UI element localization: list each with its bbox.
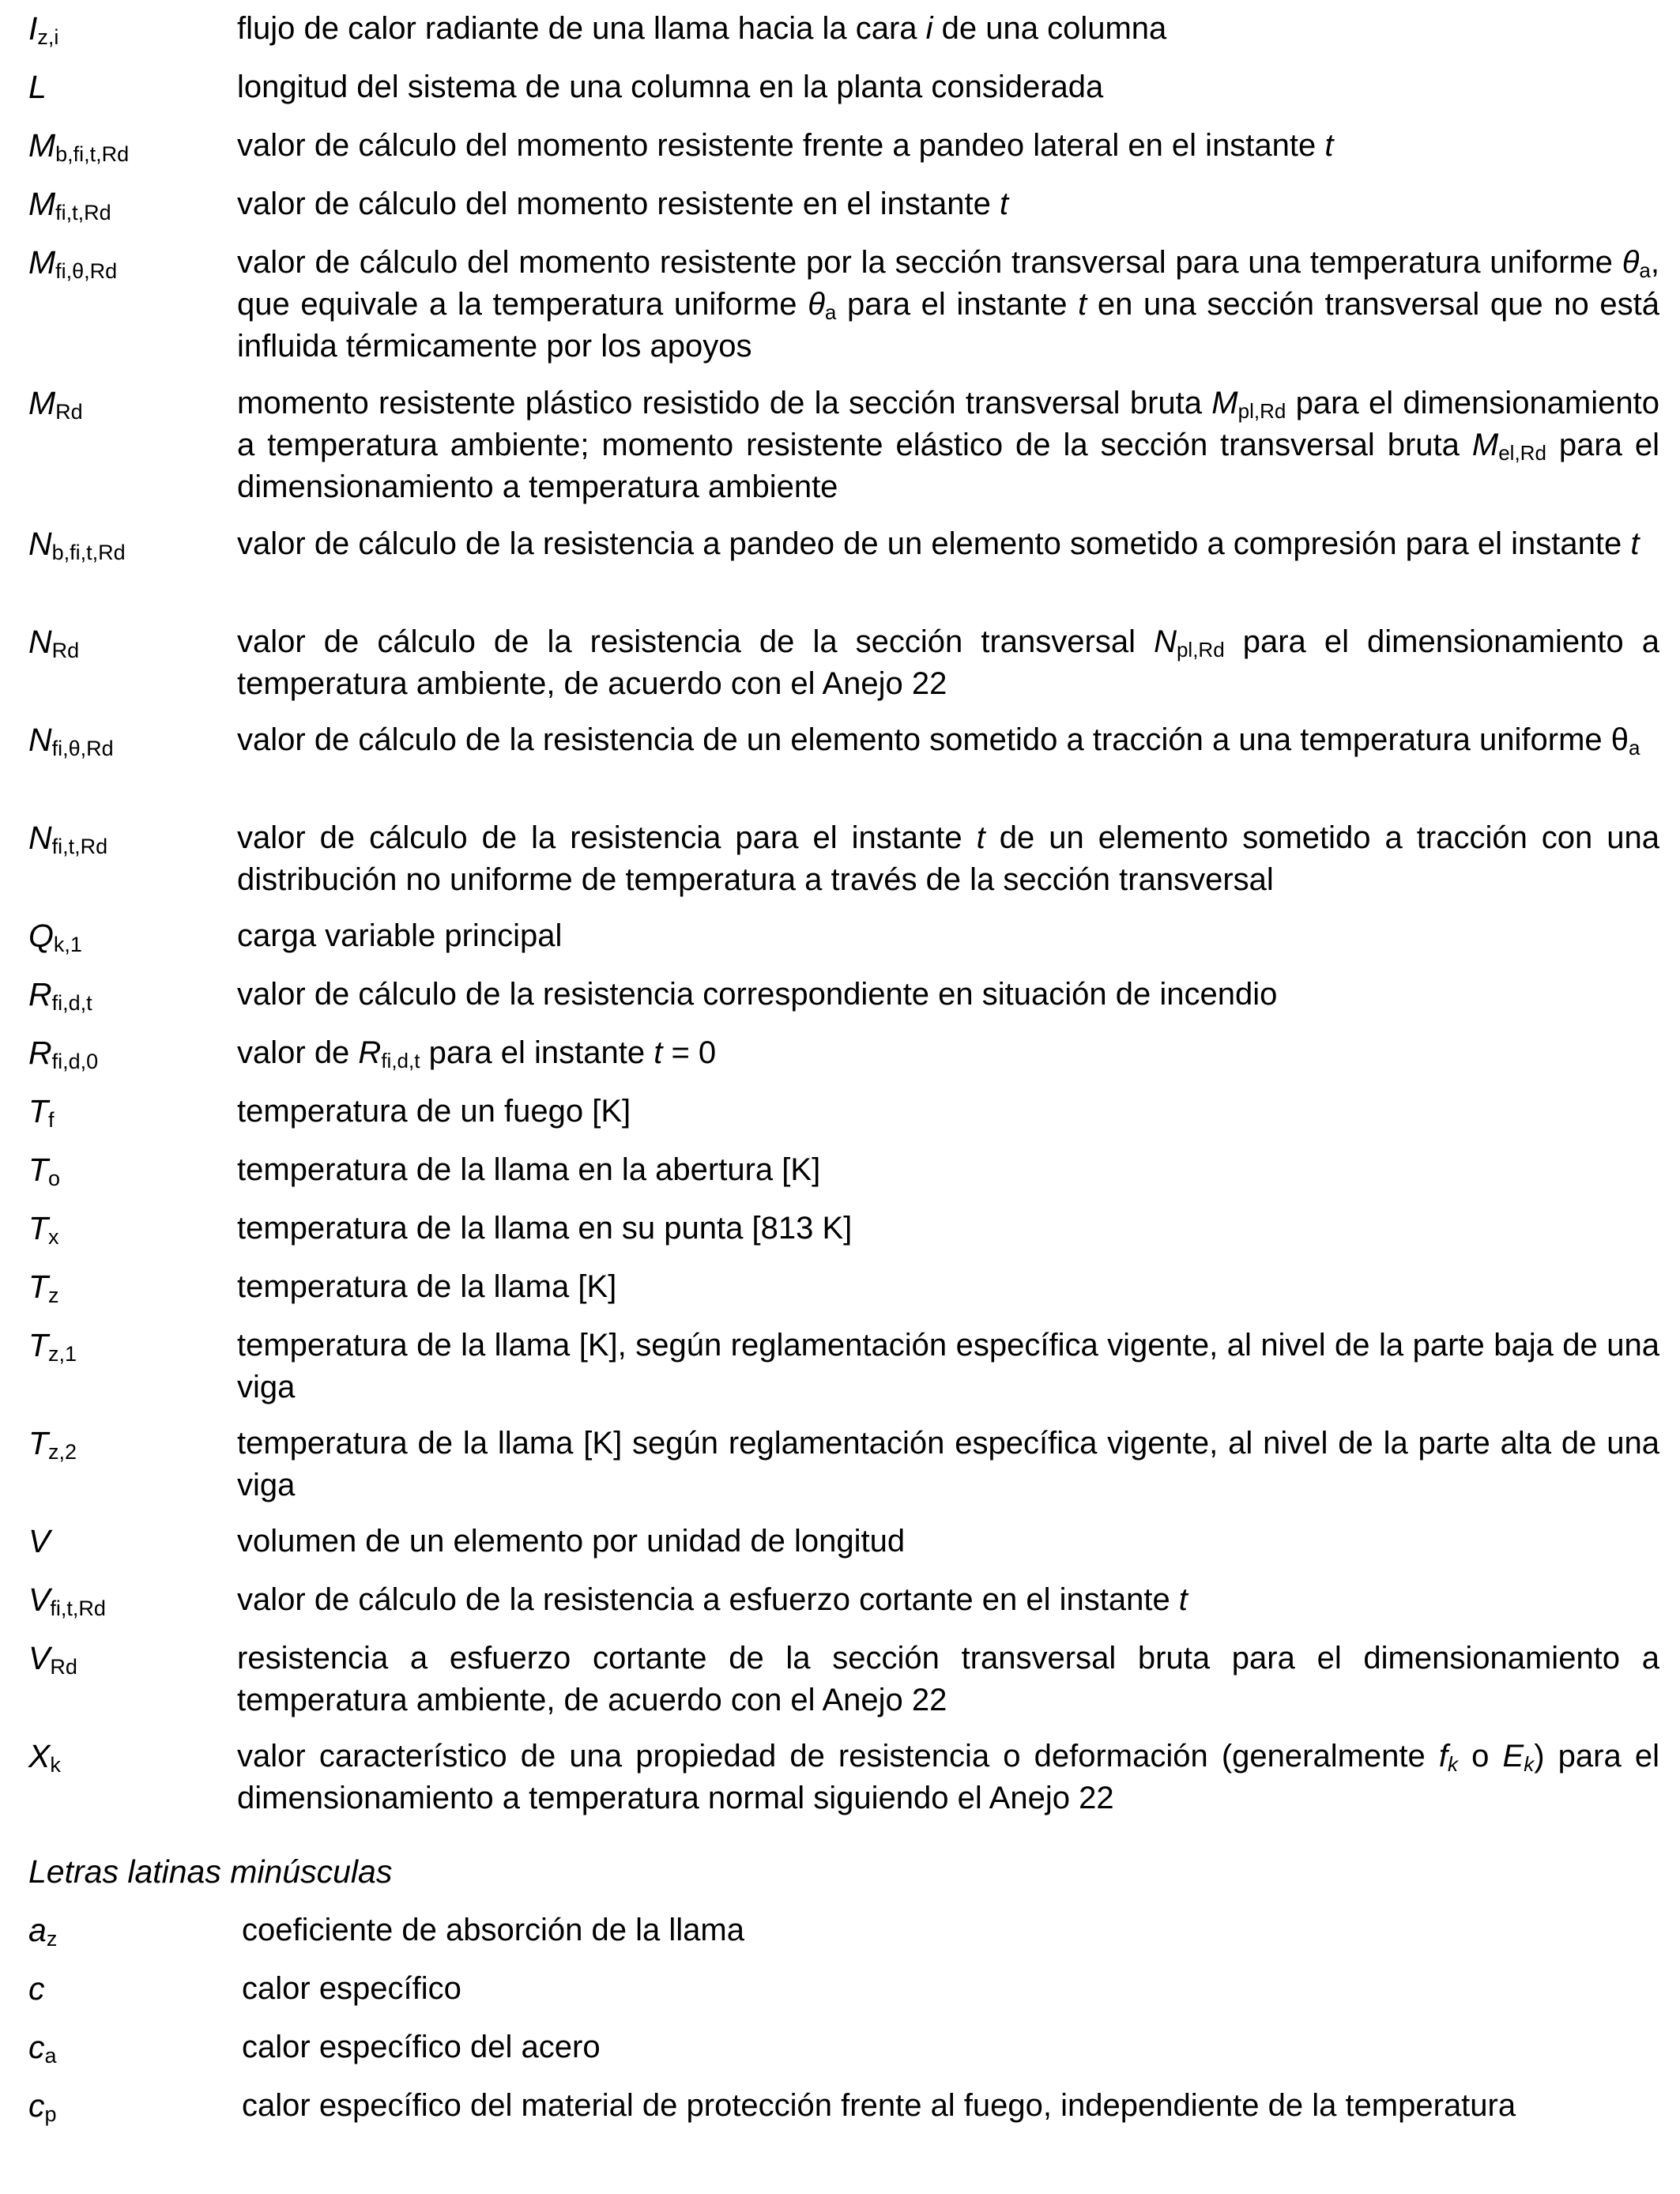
symbol-description: valor característico de una propiedad de resistencia o deformación (generalmente $f_k$ o $E_k$) para el dimensionamiento a temperatura normal siguiendo el Anejo 22 xyxy=(237,1739,1659,1815)
symbol-subscript: Rd xyxy=(51,639,80,662)
symbol-subscript: z,i xyxy=(37,25,59,49)
symbol xyxy=(28,1968,45,2010)
symbol xyxy=(28,621,79,663)
section-heading: Letras latinas minúsculas xyxy=(28,1853,393,1890)
symbol-subscript: Rd xyxy=(50,1655,77,1679)
symbol xyxy=(28,1032,98,1074)
symbol-description: valor de cálculo de la resistencia correspondiente en situación de incendio xyxy=(237,977,1278,1012)
symbol-letter: c xyxy=(28,2087,45,2124)
symbol xyxy=(28,1638,77,1679)
symbol-letter: T xyxy=(28,1210,49,1246)
symbol-letter: M xyxy=(28,127,56,164)
symbol-description: valor de cálculo del momento resistente por la sección transversal para una temperatura uniforme $\theta_a$, que equivale a la temperatura uniforme $\theta_a$ para el instante t en una sección transversal que no está influida térmicamente por los apoyos xyxy=(237,245,1660,364)
inline-symbol: R xyxy=(358,1035,382,1070)
inline-symbol: t xyxy=(654,1035,663,1070)
symbol-letter: M xyxy=(28,186,56,222)
symbol-description: valor de $R_{fi,d,t}$ para el instante t = 0 xyxy=(237,1035,717,1072)
inline-symbol-subscript: k xyxy=(1524,1752,1535,1776)
symbol xyxy=(28,1266,59,1308)
symbol-subscript: a xyxy=(44,2044,57,2068)
symbol-subscript: fi,θ,Rd xyxy=(51,737,114,760)
symbol-subscript: z xyxy=(46,1927,58,1951)
symbol-subscript: z,1 xyxy=(48,1342,77,1366)
inline-symbol-subscript: k xyxy=(1448,1752,1459,1776)
inline-symbol: t xyxy=(999,187,1009,221)
symbol-description: valor de cálculo del momento resistente en el instante t xyxy=(237,187,1009,221)
inline-symbol: θ xyxy=(808,287,825,322)
inline-symbol: t xyxy=(1630,526,1640,561)
symbol-letter: c xyxy=(28,1970,45,2007)
symbol-letter: T xyxy=(28,1327,49,1363)
symbol-subscript: p xyxy=(44,2102,57,2126)
symbol-letter: L xyxy=(28,69,47,105)
inline-symbol-subscript: el,Rd xyxy=(1498,441,1546,465)
inline-symbol-subscript: fi,d,t xyxy=(381,1049,420,1072)
symbol-subscript: fi,θ,Rd xyxy=(55,259,118,283)
symbol-letter: Q xyxy=(28,918,54,954)
symbol-letter: N xyxy=(28,526,52,562)
symbol-letter: T xyxy=(28,1269,49,1305)
symbol xyxy=(28,974,92,1016)
inline-symbol: N xyxy=(1154,624,1177,659)
inline-symbol-subscript: a xyxy=(824,300,837,324)
symbol xyxy=(28,1091,55,1133)
symbol xyxy=(28,125,129,167)
inline-symbol: t xyxy=(976,820,985,855)
symbol-subscript: o xyxy=(48,1167,61,1190)
inline-symbol: M xyxy=(1211,386,1238,420)
inline-symbol-subscript: pl,Rd xyxy=(1237,399,1286,423)
symbol xyxy=(28,1909,57,1951)
symbol xyxy=(28,1579,106,1621)
symbol-letter: N xyxy=(28,624,52,660)
symbol xyxy=(28,1521,50,1563)
symbol-description: valor de cálculo de la resistencia a esfuerzo cortante en el instante t xyxy=(237,1582,1188,1617)
symbol xyxy=(28,1149,60,1191)
symbol-description: calor específico del material de protección frente al fuego, independiente de la temperatura xyxy=(242,2088,1516,2123)
symbol-letter: M xyxy=(28,244,56,281)
symbol-description: temperatura de la llama en su punta [813 K] xyxy=(237,1211,853,1246)
symbol-subscript: b,fi,t,Rd xyxy=(55,142,130,166)
symbol-letter: V xyxy=(28,1581,51,1618)
symbol xyxy=(28,242,117,284)
inline-symbol: θ xyxy=(1622,245,1640,280)
symbol-letter: R xyxy=(28,976,52,1012)
inline-symbol: t xyxy=(1324,128,1334,163)
symbol-description: valor de cálculo de la resistencia de la sección transversal $N_{pl,Rd}$ para el dimensionamiento a temperatura ambiente, de acuerdo con el Anejo 22 xyxy=(237,624,1659,701)
symbol-subscript: x xyxy=(48,1225,59,1249)
symbol-subscript: fi,t,Rd xyxy=(55,201,111,224)
inline-symbol-subscript: a xyxy=(1639,258,1651,282)
symbol-subscript: k,1 xyxy=(53,933,82,956)
symbol-letter: T xyxy=(28,1425,49,1461)
symbol xyxy=(28,2026,57,2068)
inline-symbol: i xyxy=(925,11,933,46)
symbol xyxy=(28,66,47,108)
symbol-description: resistencia a esfuerzo cortante de la sección transversal bruta para el dimensionamiento a temperatura ambiente, de acuerdo con el Anejo 22 xyxy=(237,1641,1659,1717)
symbol-subscript: k xyxy=(50,1753,61,1777)
symbol-letter: T xyxy=(28,1152,49,1188)
symbol-description: coeficiente de absorción de la llama xyxy=(242,1913,744,1947)
symbol xyxy=(28,1736,61,1777)
symbol-subscript: f xyxy=(48,1108,55,1132)
symbol-description: temperatura de un fuego [K] xyxy=(237,1094,631,1129)
symbol-description: carga variable principal xyxy=(237,918,563,953)
symbol-description: flujo de calor radiante de una llama hacia la cara i de una columna xyxy=(237,11,1167,46)
symbol xyxy=(28,2085,57,2127)
symbol-letter: c xyxy=(28,2029,45,2065)
symbol-description: valor de cálculo de la resistencia a pandeo de un elemento sometido a compresión para el instante t xyxy=(237,526,1640,561)
symbol-description: calor específico del acero xyxy=(242,2030,601,2064)
symbol-subscript: fi,d,0 xyxy=(51,1050,99,1073)
symbol-letter: N xyxy=(28,722,52,758)
symbol-subscript: z,2 xyxy=(48,1440,77,1464)
symbol xyxy=(28,183,111,225)
symbol-description: valor de cálculo del momento resistente frente a pandeo lateral en el instante t xyxy=(237,128,1334,163)
symbol xyxy=(28,817,107,859)
symbol-letter: R xyxy=(28,1035,52,1071)
symbol-letter: V xyxy=(28,1640,51,1676)
symbol xyxy=(28,1208,59,1250)
symbol-subscript: Rd xyxy=(55,400,83,424)
symbol-description: volumen de un elemento por unidad de longitud xyxy=(237,1524,906,1559)
symbol-description: temperatura de la llama [K] según reglamentación específica vigente, al nivel de la parte alta de una viga xyxy=(237,1426,1659,1502)
symbol-description: valor de cálculo de la resistencia de un elemento sometido a tracción a una temperatura uniforme $\theta_a$ xyxy=(237,722,1640,760)
inline-symbol-subscript: pl,Rd xyxy=(1176,638,1225,662)
symbol xyxy=(28,1325,77,1367)
symbol-letter: V xyxy=(28,1523,51,1559)
inline-symbol: t xyxy=(1178,1582,1188,1617)
symbol-description: calor específico xyxy=(242,1971,461,2006)
symbol xyxy=(28,1423,77,1465)
symbol xyxy=(28,915,82,957)
symbol-subscript: b,fi,t,Rd xyxy=(51,541,126,564)
inline-symbol: E xyxy=(1502,1739,1524,1774)
symbol-description: longitud del sistema de una columna en la planta considerada xyxy=(237,70,1104,104)
symbol xyxy=(28,8,58,50)
symbol xyxy=(28,523,126,565)
symbol-description: temperatura de la llama [K] xyxy=(237,1269,617,1304)
symbol-description: temperatura de la llama [K], según reglamentación específica vigente, al nivel de la parte baja de una viga xyxy=(237,1328,1659,1404)
symbol-letter: I xyxy=(28,10,38,47)
symbol-subscript: fi,t,Rd xyxy=(50,1596,106,1620)
symbol-description: momento resistente plástico resistido de la sección transversal bruta $M_{pl,Rd}$ para el dimensionamiento a temperatura ambiente; momento resistente elástico de la sección transversal bruta $M_{el,Rd}$ para el dimensionamiento a temperatura ambiente xyxy=(237,386,1659,504)
symbol-letter: a xyxy=(28,1912,47,1948)
symbol-description: temperatura de la llama en la abertura [K] xyxy=(237,1152,821,1187)
inline-symbol: f xyxy=(1438,1739,1448,1774)
inline-symbol: M xyxy=(1471,428,1499,462)
inline-symbol: t xyxy=(1078,287,1087,322)
symbol-subscript: fi,t,Rd xyxy=(51,835,108,858)
symbol-subscript: z xyxy=(48,1284,59,1307)
symbol-subscript: fi,d,t xyxy=(51,991,92,1015)
symbol-letter: N xyxy=(28,820,52,856)
symbol xyxy=(28,383,83,424)
symbol xyxy=(28,719,114,761)
symbol-letter: M xyxy=(28,385,56,421)
description-subscript: a xyxy=(1629,736,1640,760)
symbol-letter: T xyxy=(28,1093,49,1129)
symbol-description: valor de cálculo de la resistencia para el instante t de un elemento sometido a tracción con una distribución no uniforme de temperatura a través de la sección transversal xyxy=(237,820,1660,897)
symbol-letter: X xyxy=(28,1738,51,1774)
